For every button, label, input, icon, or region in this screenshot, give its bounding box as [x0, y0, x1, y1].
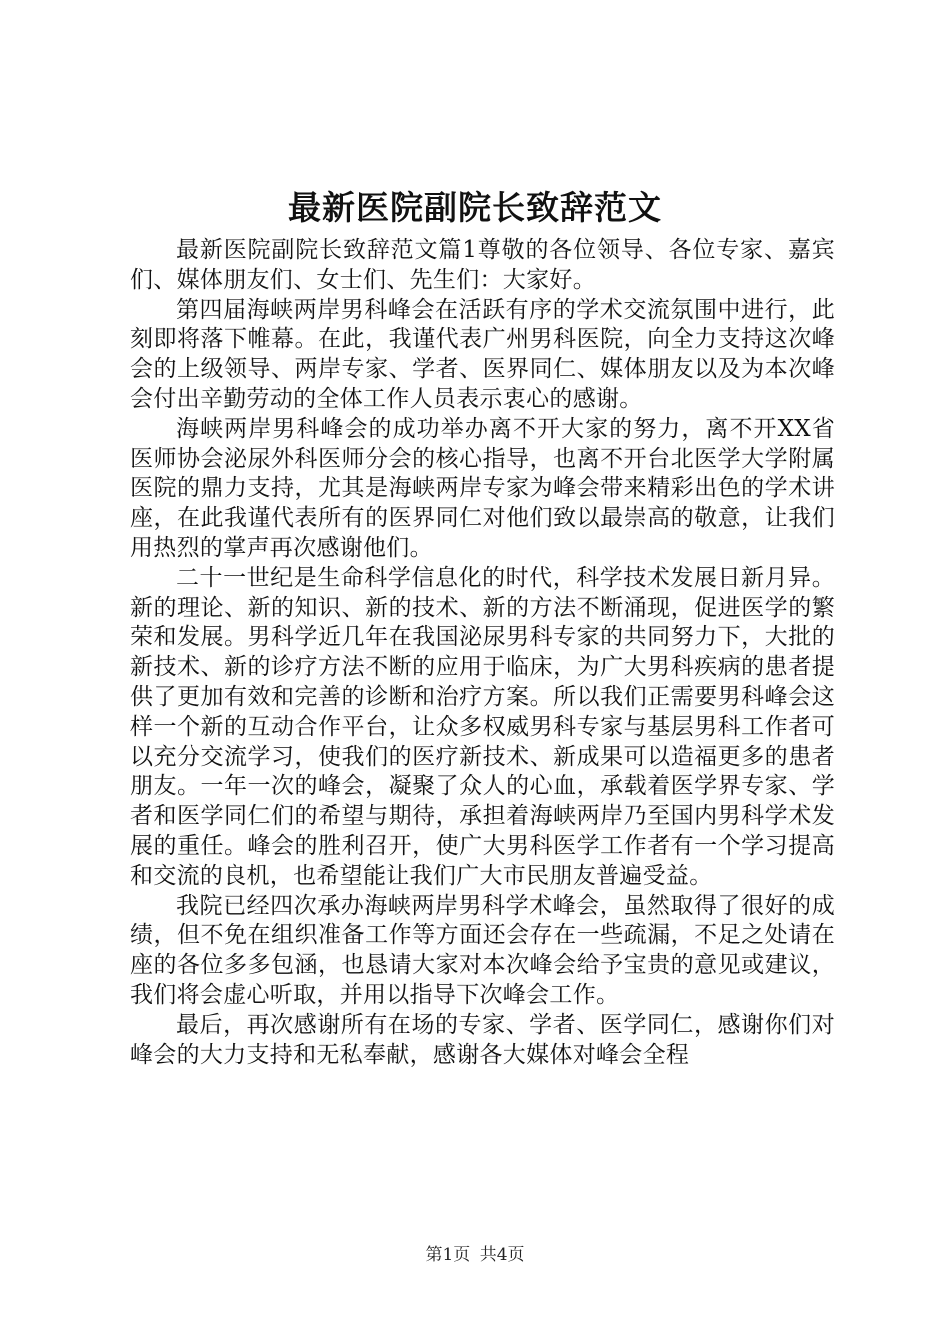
paragraph: 二十一世纪是生命科学信息化的时代，科学技术发展日新月异。新的理论、新的知识、新的技术、新的方法不断涌现，促进医学的繁荣和发展。男科学近几年在我国泌尿男科专家的共同努力下，大批的新技术、新的诊疗方法不断的应用于临床，为广大男科疾病的患者提供了更加有效和完善的诊断和治疗方案。所以我们正需要男科峰会这样一个新的互动合作平台，让众多权威男科专家与基层男科工作者可以充分交流学习，使我们的医疗新技术、新成果可以造福更多的患者朋友。一年一次的峰会，凝聚了众人的心血，承载着医学界专家、学者和医学同仁们的希望与期待，承担着海峡两岸乃至国内男科学术发展的重任。峰会的胜利召开，使广大男科医学工作者有一个学习提高和交流的良机，也希望能让我们广大市民朋友普遍受益。	[130, 564, 835, 889]
paragraph: 我院已经四次承办海峡两岸男科学术峰会，虽然取得了很好的成绩，但不免在组织准备工作等方面还会存在一些疏漏，不足之处请在座的各位多多包涵，也恳请大家对本次峰会给予宝贵的意见或建议，我们将会虚心听取，并用以指导下次峰会工作。	[130, 892, 835, 1008]
paragraph: 最后，再次感谢所有在场的专家、学者、医学同仁，感谢你们对峰会的大力支持和无私奉献，感谢各大媒体对峰会全程	[130, 1011, 835, 1068]
paragraph: 第四届海峡两岸男科峰会在活跃有序的学术交流氛围中进行，此刻即将落下帷幕。在此，我谨代表广州男科医院，向全力支持这次峰会的上级领导、两岸专家、学者、医界同仁、媒体朋友以及为本次峰会付出辛勤劳动的全体工作人员表示衷心的感谢。	[130, 296, 835, 412]
page-number: 第1页	[425, 1245, 471, 1265]
document-title: 最新医院副院长致辞范文	[288, 188, 662, 227]
paragraph: 最新医院副院长致辞范文篇1尊敬的各位领导、各位专家、嘉宾们、媒体朋友们、女士们、先生们：大家好。	[130, 237, 835, 293]
page-total: 共4页	[479, 1245, 525, 1265]
paragraph: 海峡两岸男科峰会的成功举办离不开大家的努力，离不开XX省医师协会泌尿外科医师分会的核心指导，也离不开台北医学大学附属医院的鼎力支持，尤其是海峡两岸专家为峰会带来精彩出色的学术讲座，在此我谨代表所有的医界同仁对他们致以最崇高的敬意，让我们用热烈的掌声再次感谢他们。	[130, 415, 835, 561]
page-footer	[0, 1243, 950, 1267]
document-body	[130, 236, 835, 1070]
